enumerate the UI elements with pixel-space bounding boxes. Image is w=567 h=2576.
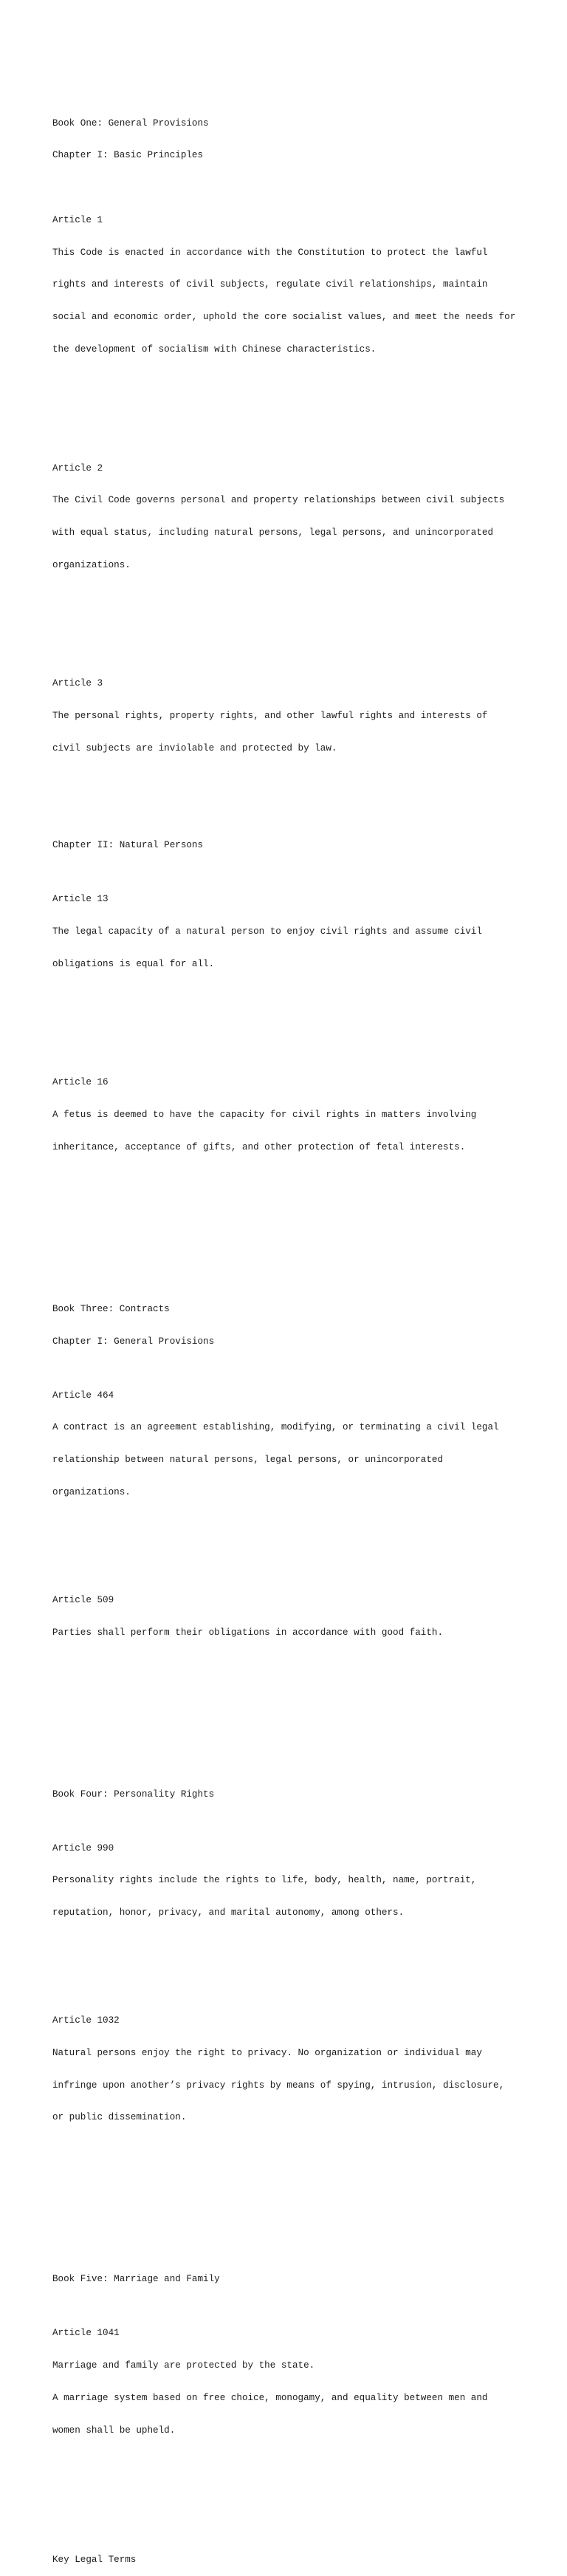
article-text-line: women shall be upheld. [52, 2425, 176, 2436]
spacer [52, 1703, 540, 1724]
chapter-heading: Chapter I: Basic Principles [52, 150, 204, 161]
book-three-section [52, 1282, 540, 1681]
article-text-line: reputation, honor, privacy, and marital autonomy, among others. [52, 1907, 405, 1919]
spacer [52, 398, 540, 409]
spacer [52, 614, 540, 625]
article-text-line: This Code is enacted in accordance with the Constitution to protect the lawful [52, 247, 488, 258]
article-text-line: The personal rights, property rights, and other lawful rights and interests of [52, 711, 488, 722]
spacer [52, 1217, 540, 1239]
article-509 [52, 1574, 540, 1660]
article-text-line: A fetus is deemed to have the capacity for civil rights in matters involving [52, 1110, 477, 1121]
article-13 [52, 872, 540, 991]
article-label: Article 509 [52, 1594, 114, 1605]
article-text-line: infringe upon another’s privacy rights by means of spying, intrusion, disclosure, [52, 2080, 505, 2091]
document-page [52, 53, 540, 2576]
article-1 [52, 194, 540, 377]
book-heading: Book Three: Contracts [52, 1303, 170, 1314]
article-text-line: The legal capacity of a natural person to enjoy civil rights and assume civil [52, 926, 482, 937]
spacer [52, 1541, 540, 1552]
book-heading: Book One: General Provisions [52, 117, 209, 129]
chapter-heading: Chapter I: General Provisions [52, 1336, 215, 1347]
spacer [52, 2501, 540, 2522]
article-text-line: civil subjects are inviolable and protected by law. [52, 743, 337, 754]
article-text-line: A marriage system based on free choice, monogamy, and equality between men and [52, 2392, 488, 2403]
chapter-heading: Chapter II: Natural Persons [52, 840, 204, 851]
spacer [52, 2188, 540, 2210]
article-1041 [52, 2306, 540, 2457]
book-heading: Book Five: Marriage and Family [52, 2274, 220, 2285]
article-label: Article 1041 [52, 2328, 120, 2339]
key-legal-terms-heading: Key Legal Terms [52, 2554, 137, 2565]
book-four-section [52, 1767, 540, 2166]
article-2 [52, 441, 540, 592]
article-label: Article 3 [52, 678, 103, 689]
article-label: Article 13 [52, 894, 109, 905]
article-text-line: organizations. [52, 559, 131, 570]
article-label: Article 2 [52, 462, 103, 474]
book-heading: Book Four: Personality Rights [52, 1788, 215, 1800]
article-1032 [52, 1994, 540, 2145]
spacer [52, 797, 540, 808]
article-text-line: organizations. [52, 1486, 131, 1497]
article-text-line: The Civil Code governs personal and property relationships between civil subjects [52, 495, 505, 506]
article-990 [52, 1821, 540, 1940]
article-text-line: Parties shall perform their obligations in accordance with good faith. [52, 1627, 444, 1638]
article-16 [52, 1056, 540, 1175]
book-five-section [52, 2252, 540, 2478]
article-text-line: A contract is an agreement establishing, modifying, or terminating a civil legal [52, 1422, 499, 1433]
article-text-line: rights and interests of civil subjects, regulate civil relationships, maintain [52, 279, 488, 290]
article-text-line: social and economic order, uphold the core socialist values, and meet the needs for [52, 312, 516, 323]
spacer [52, 1013, 540, 1024]
article-text-line: Personality rights include the rights to life, body, health, name, portrait, [52, 1875, 477, 1886]
article-text-line: Natural persons enjoy the right to privacy. No organization or individual may [52, 2047, 482, 2058]
article-label: Article 16 [52, 1077, 109, 1088]
article-text-line: the development of socialism with Chinese characteristics. [52, 344, 377, 355]
article-text-line: with equal status, including natural persons, legal persons, and unincorporated [52, 527, 494, 539]
article-label: Article 1 [52, 214, 103, 225]
article-label: Article 464 [52, 1390, 114, 1401]
article-label: Article 990 [52, 1842, 114, 1854]
book-one-section [52, 96, 540, 1196]
article-label: Article 1032 [52, 2015, 120, 2026]
article-text-line: Marriage and family are protected by the state. [52, 2360, 315, 2371]
spacer [52, 1961, 540, 1972]
article-text-line: or public dissemination. [52, 2112, 187, 2123]
article-3 [52, 657, 540, 776]
article-text-line: obligations is equal for all. [52, 958, 215, 969]
article-464 [52, 1368, 540, 1519]
article-text-line: relationship between natural persons, legal persons, or unincorporated [52, 1455, 444, 1466]
article-text-line: inheritance, acceptance of gifts, and other protection of fetal interests. [52, 1141, 466, 1152]
